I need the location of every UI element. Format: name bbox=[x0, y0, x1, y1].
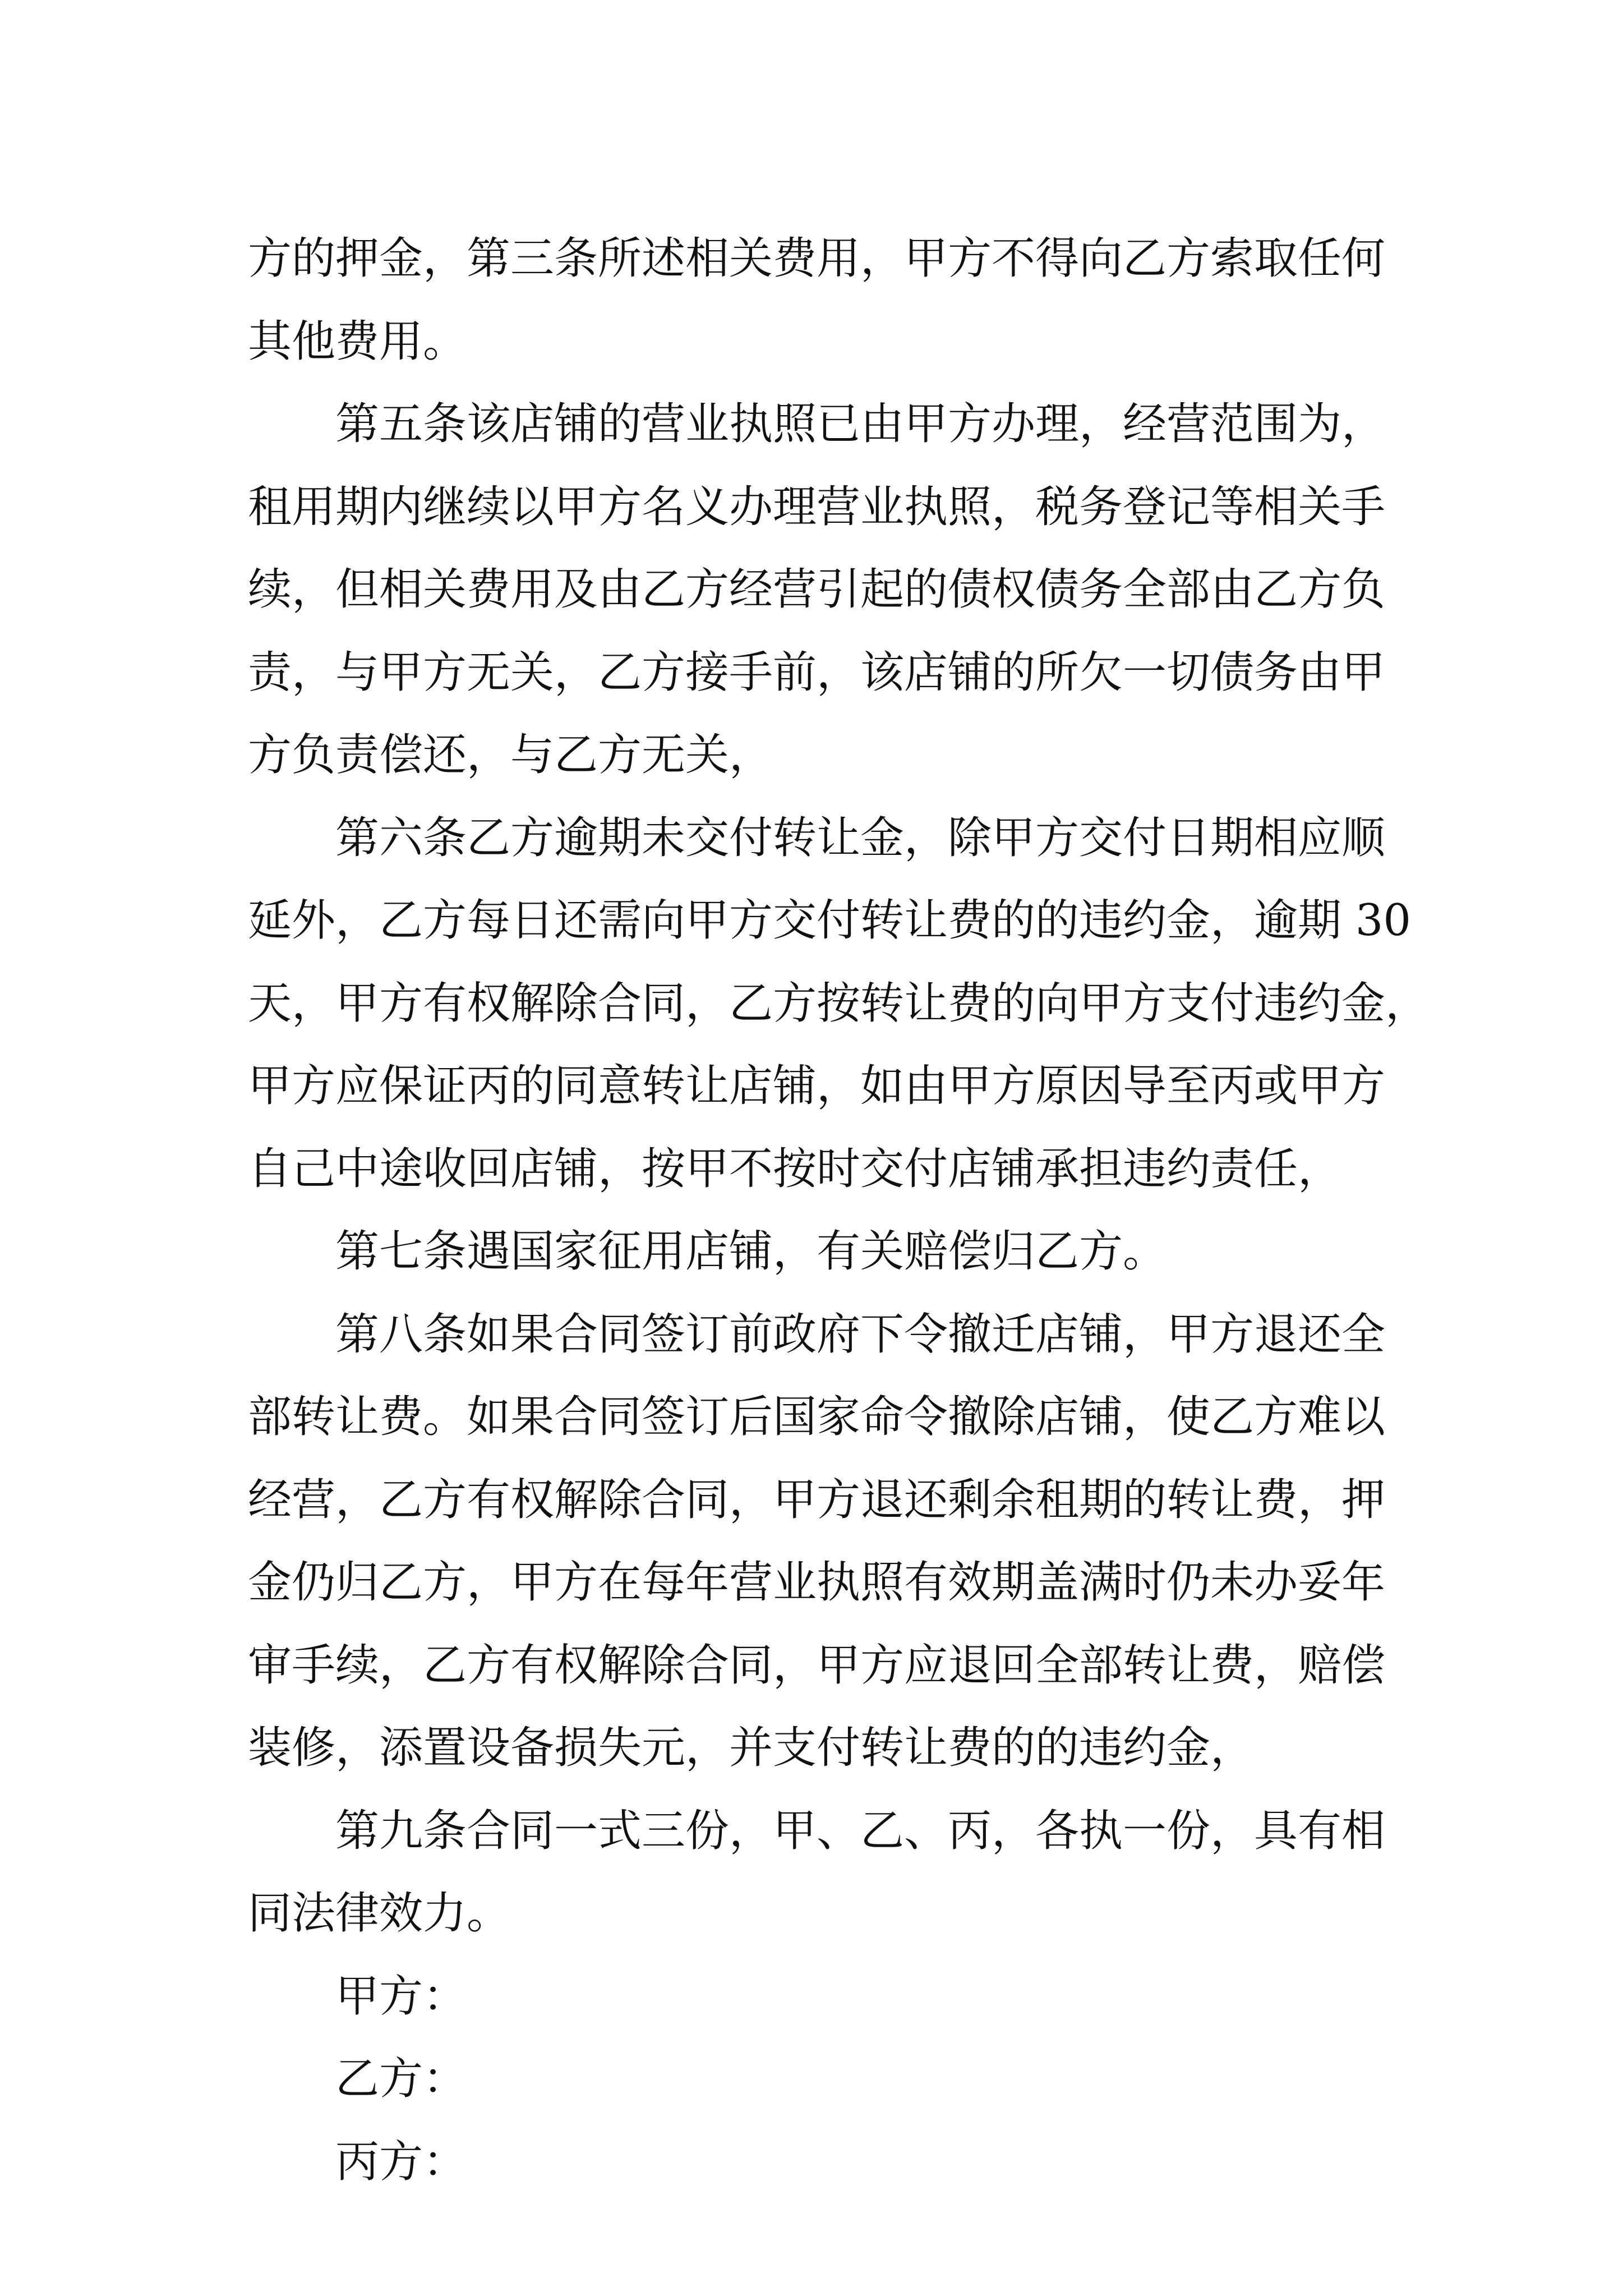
document-line: 第九条合同一式三份，甲、乙、丙，各执一份，具有相 bbox=[335, 1805, 1386, 1856]
document-line: 金仍归乙方，甲方在每年营业执照有效期盖满时仍未办妥年 bbox=[248, 1557, 1386, 1608]
document-line: 审手续，乙方有权解除合同，甲方应退回全部转让费，赔偿 bbox=[248, 1640, 1386, 1691]
document-line: 装修，添置设备损失元，并支付转让费的的违约金， bbox=[248, 1723, 1255, 1773]
document-body bbox=[248, 218, 1430, 2203]
document-line: 自己中途收回店铺，按甲不按时交付店铺承担违约责任， bbox=[248, 1143, 1342, 1194]
document-line: 同法律效力。 bbox=[248, 1888, 511, 1939]
document-line: 延外，乙方每日还需向甲方交付转让费的的违约金，逾期 30 bbox=[248, 895, 1412, 946]
document-line: 第六条乙方逾期未交付转让金，除甲方交付日期相应顺 bbox=[335, 812, 1386, 863]
document-line: 责，与甲方无关，乙方接手前，该店铺的所欠一切债务由甲 bbox=[248, 647, 1386, 698]
document-line: 甲方应保证丙的同意转让店铺，如由甲方原因导至丙或甲方 bbox=[248, 1061, 1386, 1111]
document-line: 续，但相关费用及由乙方经营引起的债权债务全部由乙方负 bbox=[248, 564, 1386, 615]
document-line: 天，甲方有权解除合同，乙方按转让费的向甲方支付违约金， bbox=[248, 978, 1430, 1029]
signature-party-a: 甲方： bbox=[335, 1971, 467, 2022]
document-line: 第五条该店铺的营业执照已由甲方办理，经营范围为， bbox=[335, 399, 1386, 449]
document-line: 方负责偿还，与乙方无关， bbox=[248, 730, 773, 780]
signature-party-c: 丙方： bbox=[335, 2136, 467, 2187]
document-line: 经营，乙方有权解除合同，甲方退还剩余租期的转让费，押 bbox=[248, 1474, 1386, 1525]
document-line: 第七条遇国家征用店铺，有关赔偿归乙方。 bbox=[335, 1226, 1167, 1277]
document-line: 部转让费。如果合同签订后国家命令撤除店铺，使乙方难以 bbox=[248, 1392, 1386, 1442]
document-line: 方的押金，第三条所述相关费用，甲方不得向乙方索取任何 bbox=[248, 233, 1386, 284]
signature-party-b: 乙方： bbox=[335, 2054, 467, 2104]
document-line: 租用期内继续以甲方名义办理营业执照，税务登记等相关手 bbox=[248, 481, 1386, 532]
document-line: 第八条如果合同签订前政府下令撤迁店铺，甲方退还全 bbox=[335, 1309, 1386, 1360]
document-line: 其他费用。 bbox=[248, 316, 467, 367]
